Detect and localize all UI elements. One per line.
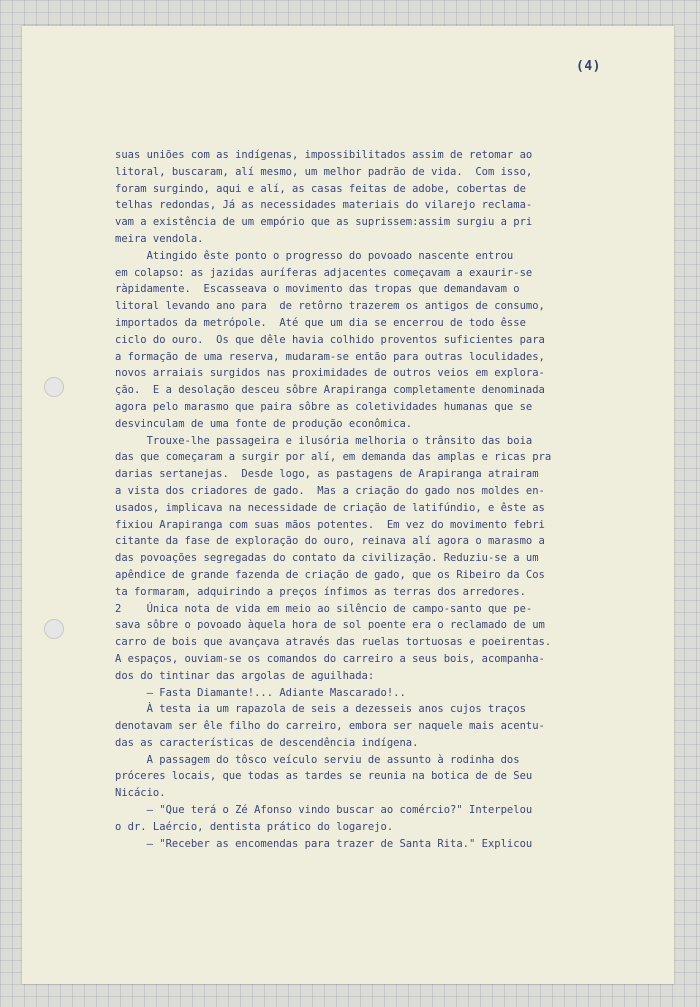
text-line: ção. E a desolação desceu sôbre Arapiranga completamente denominada [115, 384, 545, 397]
text-line: usados, implicava na necessidade de criação de latifúndio, e êste as [115, 501, 545, 514]
text-line: Atingido êste ponto o progresso do povoado nascente entrou [115, 249, 514, 262]
text-line: — "Receber as encomendas para trazer de Santa Rita." Explicou [115, 837, 533, 850]
text-line: telhas redondas, Já as necessidades materiais do vilarejo reclama- [115, 199, 533, 212]
text-line: ta formaram, adquirindo a preços ínfimos as terras dos arredores. [115, 585, 526, 598]
text-line: suas uniões com as indígenas, impossibilitados assim de retomar ao [115, 149, 533, 161]
text-line: próceres locais, que todas as tardes se reunia na botica de de Seu [115, 770, 533, 783]
text-line: meira vendola. [115, 232, 204, 245]
page-number: (4) [576, 59, 601, 74]
text-line: novos arraiais surgidos nas proximidades de outros veios em explora- [115, 367, 545, 380]
text-line: agora pelo marasmo que paira sôbre as coletividades humanas que se [115, 400, 533, 413]
text-line: a vista dos criadores de gado. Mas a criação do gado nos moldes en- [115, 484, 545, 497]
text-line: A passagem do tôsco veículo serviu de assunto à rodinha dos [115, 753, 520, 766]
text-line: Trouxe-lhe passageira e ilusória melhoria o trânsito das boia [115, 434, 533, 447]
text-line: À testa ia um rapazola de seis a dezesseis anos cujos traços [115, 703, 526, 716]
text-line: ciclo do ouro. Os que dêle havia colhido proventos suficientes para [115, 333, 545, 346]
text-line: — "Que terá o Zé Afonso vindo buscar ao comércio?" Interpelou [115, 804, 533, 817]
text-line: das as características de descendência indígena. [115, 736, 419, 749]
text-line: das que começaram a surgir por alí, em demanda das amplas e ricas pra [115, 451, 552, 464]
text-line: Nicácio. [115, 787, 166, 800]
text-line: a formação de uma reserva, mudaram-se então para outras loculidades, [115, 350, 545, 363]
body-text [115, 147, 655, 852]
text-line: litoral levando ano para de retôrno trazerem os antigos de consumo, [115, 300, 545, 313]
text-line: — Fasta Diamante!... Adiante Mascarado!.. [115, 686, 406, 699]
text-line: desvinculam de uma fonte de produção econômica. [115, 417, 413, 430]
text-line: o dr. Laércio, dentista prático do logarejo. [115, 820, 394, 833]
text-line: denotavam ser êle filho do carreiro, embora ser naquele mais acentu- [115, 720, 545, 733]
text-line: fixiou Arapiranga com suas mãos potentes. Em vez do movimento febri [115, 518, 545, 531]
punch-hole-top [44, 377, 64, 397]
text-line: vam a existência de um empório que as suprissem:assim surgiu a pri [115, 216, 533, 229]
text-line: ràpidamente. Escasseava o movimento das tropas que demandavam o [115, 283, 520, 296]
text-line: citante da fase de exploração do ouro, reinava alí agora o marasmo a [115, 535, 545, 548]
text-line: A espaços, ouviam-se os comandos do carreiro a seus bois, acompanha- [115, 652, 545, 665]
text-line: apêndice de grande fazenda de criação de gado, que os Ribeiro da Cos [115, 568, 545, 581]
text-line: darias sertanejas. Desde logo, as pastagens de Arapiranga atrairam [115, 468, 539, 481]
text-line: sava sôbre o povoado àquela hora de sol poente era o reclamado de um [115, 619, 545, 632]
text-line: das povoações segregadas do contato da civilização. Reduziu-se a um [115, 552, 539, 565]
text-line: foram surgindo, aqui e alí, as casas feitas de adobe, cobertas de [115, 182, 526, 195]
text-line: importados da metrópole. Até que um dia se encerrou de todo êsse [115, 316, 526, 329]
text-line: 2 Única nota de vida em meio ao silêncio de campo-santo que pe- [115, 602, 533, 615]
text-line: em colapso: as jazidas auríferas adjacentes começavam a exaurir-se [115, 266, 533, 279]
punch-hole-bottom [44, 619, 64, 639]
text-line: carro de bois que avançava através das ruelas tortuosas e poeirentas. [115, 636, 552, 649]
text-line: litoral, buscaram, alí mesmo, um melhor padrão de vida. Com isso, [115, 165, 533, 178]
text-line: dos do tintinar das argolas de aguilhada: [115, 669, 375, 682]
